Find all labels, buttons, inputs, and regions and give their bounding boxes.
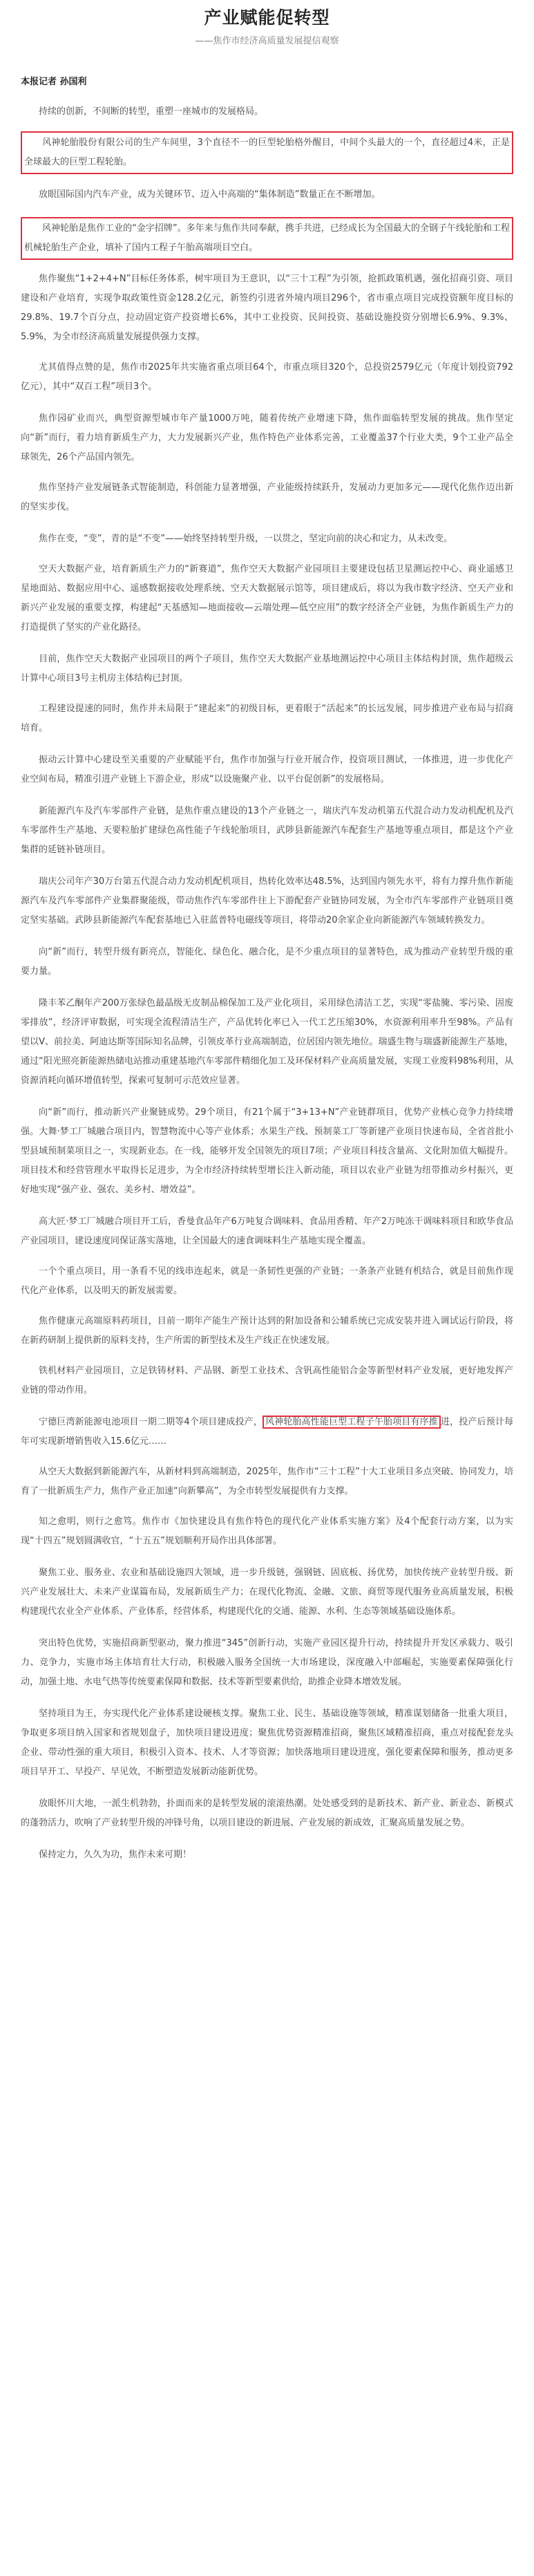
article-paragraph: 突出特色优势，实施招商新型驱动，聚力推进“345”创新行动，实施产业园区提升行动，持续提升开发区承载力、吸引力、竞争力，实施市场主体培育壮大行动，积极融入服务全国统一大市场建设，深度融入中部崛起，实施要素保障强化行动，加强土地、水电气热等传统要素保障和数据、技术等新型要素供给，助推企业降本增效发展。 bbox=[21, 1638, 513, 1687]
article-paragraph: 焦作在变，“变”，青的是“不变”——始终坚持转型升级，一以贯之，坚定向前的决心和定力，从未改变。 bbox=[39, 534, 452, 544]
article-body bbox=[0, 74, 534, 1865]
highlighted-phrase: 风神轮胎高性能巨型工程子午胎项目有序推 bbox=[263, 1416, 441, 1429]
article-paragraph: 坚持项目为王，夯实现代化产业体系建设硬核支撑。聚焦工业、民生、基础设施等领域，精准谋划储备一批重大项目，争取更多项目纳入国家和省规划盘子，加快项目建设进度；聚焦优势资源精准招商，聚焦区域精准招商，重点对接配套龙头企业、带动性强的重大项目，积极引入资本、技术、人才等资源；加快落地项目建设进度，强化要素保障和服务，推动更多项目早开工、早投产、早见效，不断塑造发展新动能新优势。 bbox=[21, 1709, 513, 1777]
article-paragraph: 聚焦工业、服务业、农业和基础设施四大领域，进一步升级链，强钢链、固底板、扬优势，加快传统产业转型升级、新兴产业发展壮大、未来产业谋篇布局，发展新质生产力；在现代化物流、金融、文旅、商贸等现代服务业高质量发展，积极构建现代农业全产业体系、产业体系，经营体系，构建现代化的交通、能源、水利、生态等领域基础设施体系。 bbox=[21, 1568, 513, 1617]
article-subtitle: ——焦作市经济高质量发展提信观察 bbox=[195, 36, 339, 46]
article-paragraph: 持续的创新，不间断的转型，重塑一座城市的发展格局。 bbox=[39, 106, 264, 117]
article-title: 产业赋能促转型 bbox=[204, 8, 330, 28]
paragraph-list bbox=[21, 102, 513, 1865]
paragraph-text: 宁德巨湾新能源电池项目一期二期等4个项目建成投产， bbox=[39, 1417, 263, 1427]
article-paragraph: 振动云计算中心建设至关重要的产业赋能平台，焦作市加强与行业开展合作，投资项目测试，一体推进，进一步优化产业空间布局，精准引进产业链上下游企业，形成“以设施聚产业、以平台促创新”的发展格局。 bbox=[21, 755, 513, 784]
paragraph-text: 风神轮胎股份有限公司的生产车间里，3个直径不一的巨型轮胎格外醒目，中间个头最大的一个，直径超过4米，正是全球最大的巨型工程轮胎。 bbox=[24, 138, 510, 167]
article-paragraph: 目前，焦作空天大数据产业园项目的两个子项目，焦作空天大数据产业基地测运控中心项目主体结构封顶，焦作超级云计算中心项目3号主机房主体结构已封顶。 bbox=[21, 654, 513, 684]
article-header bbox=[0, 4, 534, 46]
article-paragraph bbox=[21, 1413, 513, 1451]
article-paragraph: 向“新”而行，推动新兴产业聚链成势。29个项目，有21个属于“3+13+N”产业链群项目，优势产业核心竞争力持续增强。大舞·梦工厂城融合项目内，智慧物流中心等产业体系；水果生产线、预制菜工厂等新建产业项目快速布局，全省首批小型县域预制菜项目之一，实现新业态。在一线，能够开发全国领先的项目7项；产业项目科技含量高、文化附加值大幅提升。项目技术和经营管理水平取得长足进步，为全市经济持续转型增长注入新动能，项目以农业产业链为纽带推动乡村振兴，更好地实现“强产业、强农、美乡村、增效益”。 bbox=[21, 1107, 513, 1195]
article-paragraph: 焦作园矿业而兴，典型资源型城市年产量1000万吨，随着传统产业增速下降，焦作面临转型发展的挑战。焦作坚定向“新”而行，着力培育新质生产力，大力发展新兴产业，焦作特色产业体系完善，工业覆盖37个行业大类，9个工业产品全球领先，26个产品国内领先。 bbox=[21, 413, 513, 462]
article-paragraph: 瑞庆公司年产30万台第五代混合动力发动机配机项目，热转化效率达48.5%，达到国内领先水平，将有力撑升焦作新能源汽车及汽车零部件产业集群聚能级，带动焦作汽车零部件往上下游配套产业链协同发展，为全市汽车零部件产业链项目奠定坚实基础。武陟县新能源汽车配套基地已入驻蓝普特电磁线等项目，将带动20余家企业向新能源汽车领域转换发力。 bbox=[21, 876, 513, 925]
article-paragraph: 空天大数据产业，培育新质生产力的“新赛道”，焦作空天大数据产业园项目主要建设包括卫星测运控中心、商业遥感卫星地面站、数据应用中心、遥感数据接收处理系统、空天大数据展示馆等，项目建成后，将以为我市数字经济、空天产业和新兴产业发展的重要支撑，构建起“天基感知—地面接收—云端处理—低空应用”的数字经济全产业链，为焦作新质生产力的打造提供了坚实的产业化路径。 bbox=[21, 564, 513, 632]
article-paragraph: 隆丰苯乙酮年产200万张绿色最晶级无皮制品棉保加工及产业化项目，采用绿色清洁工艺，实现“零盐腌、零污染、固废零排放”，经济评审数据，可实现全流程清洁生产，产品优转化率已入一代工艺压缩30%，水资源利用率升至98%。产品有望以V、前拉美、阿迪达斯等国际知名品牌，引领皮革行业高端制造，位居国内领先地位。瑞盛生物与瑞盛新能源生产基地，通过“阳光照亮新能源热储电站推动重建基地汽车零部件精细化加工及环保材料产业高质量发展，实现工业废料98%利用，从资源消耗向循环增值转型，探索可复制可示范效应显著。 bbox=[21, 998, 513, 1086]
article-paragraph: 放眼国际国内汽车产业，成为关键环节、迈入中高端的“集体制造”数量正在不断增加。 bbox=[39, 189, 381, 200]
highlighted-paragraph bbox=[21, 131, 513, 174]
article-paragraph: 保持定力，久久为功，焦作未来可期！ bbox=[39, 1850, 192, 1860]
article-paragraph: 知之愈明，则行之愈笃。焦作市《加快建设具有焦作特色的现代化产业体系实施方案》及4个配套行动方案，以为实现“十四五”规划圆满收官，“十五五”规划顺利开局作出具体部署。 bbox=[21, 1516, 513, 1546]
article-paragraph: 高大匠·梦工厂城融合项目开工后，香曼食品年产6万吨复合调味料、食品用香精、年产2万吨冻干调味料项目和欧华食品产业园项目，建设速度同保证落实落地，让全国最大的速食调味料生产基地实现全覆盖。 bbox=[21, 1216, 513, 1246]
article-paragraph: 焦作聚焦“1+2+4+N”目标任务体系，树牢项目为王意识，以“三十工程”为引领，抢抓政策机遇，强化招商引资、项目建设和产业培育，实现争取政策性资金128.2亿元，新签约引进省外境内项目296个，省市重点项目完成投资额年度目标的29.8%、19.7个百分点，拉动固定资产投资增长6%，其中工业投资、民间投资、基础设施投资分别增长6.9%、9.3%、5.9%，为全市经济高质量发展提供强力支撑。 bbox=[21, 274, 513, 342]
reporter-byline: 本报记者 孙国利 bbox=[21, 77, 87, 87]
article-paragraph: 尤其值得点赞的是，焦作市2025年共实施省重点项目64个，市重点项目320个，总投资2579亿元（年度计划投资792亿元），其中“双百工程”项目3个。 bbox=[21, 362, 513, 392]
article-paragraph: 焦作坚持产业发展链条式智能制造，科创能力显著增强，产业能级持续跃升，发展动力更加多元——现代化焦作迈出新的坚实步伐。 bbox=[21, 482, 513, 512]
paragraph-text: 进，投产后预计每年可实现新增销售收入15.6亿元…… bbox=[21, 1417, 513, 1447]
article-paragraph: 铁机材料产业园项目，立足铁铸材料、产品钢、新型工业技术、含钒高性能铝合金等新型材料产业发展，更好地发挥产业链的带动作用。 bbox=[21, 1366, 513, 1395]
paragraph-text: 风神轮胎是焦作工业的“金字招牌”。多年来与焦作共同奉献，携手共进，已经成长为全国最大的全钢子午线轮胎和工程机械轮胎生产企业，填补了国内工程子午胎高端项目空白。 bbox=[24, 223, 510, 253]
article-paragraph: 一个个重点项目，用一条看不见的线串连起来，就是一条韧性更强的产业链；一条条产业链有机结合，就是目前焦作现代化产业体系，以及明天的新发展需要。 bbox=[21, 1266, 513, 1296]
article-paragraph: 焦作健康元高端原料药项目，目前一期年产能生产预计达到的附加设备和公辅系统已完成安装并进入调试运行阶段，将在新药研制上提供新的原料支持，生产所需的新型技术及生产线正在快速发展。 bbox=[21, 1316, 513, 1346]
article-paragraph: 新能源汽车及汽车零部件产业链，是焦作重点建设的13个产业链之一，瑞庆汽车发动机第五代混合动力发动机配机及汽车零部件生产基地、天要粒胎扩建绿色高性能子午线轮胎项目，武陟县新能源汽车配套生产基地等重点项目，都是这个产业集群的延链补链项目。 bbox=[21, 806, 513, 855]
article-paragraph: 工程建设提速的同时，焦作并未局限于“建起来”的初级目标，更着眼于“活起来”的长远发展，同步推进产业布局与招商培育。 bbox=[21, 704, 513, 733]
article-paragraph: 放眼怀川大地，一派生机勃勃，扑面而来的是转型发展的滚滚热潮。处处感受到的是新技术、新产业、新业态、新模式的蓬勃活力，吹响了产业转型升级的冲锋号角，以项目建设的新进展、产业发展的新成效，汇聚高质量发展之势。 bbox=[21, 1798, 513, 1828]
highlighted-paragraph bbox=[21, 217, 513, 260]
article-paragraph: 向“新”而行，转型升级有新亮点，智能化、绿色化、融合化，是不少重点项目的显著特色，成为推动产业转型升级的重要力量。 bbox=[21, 947, 513, 977]
article-paragraph: 从空天大数据到新能源汽车，从新材料到高端制造，2025年，焦作市“三十工程”十大工业项目多点突破、协同发力，培育了一批新质生产力，焦作产业正加速“向新攀高”，为全市转型发展提供有力支撑。 bbox=[21, 1467, 513, 1496]
